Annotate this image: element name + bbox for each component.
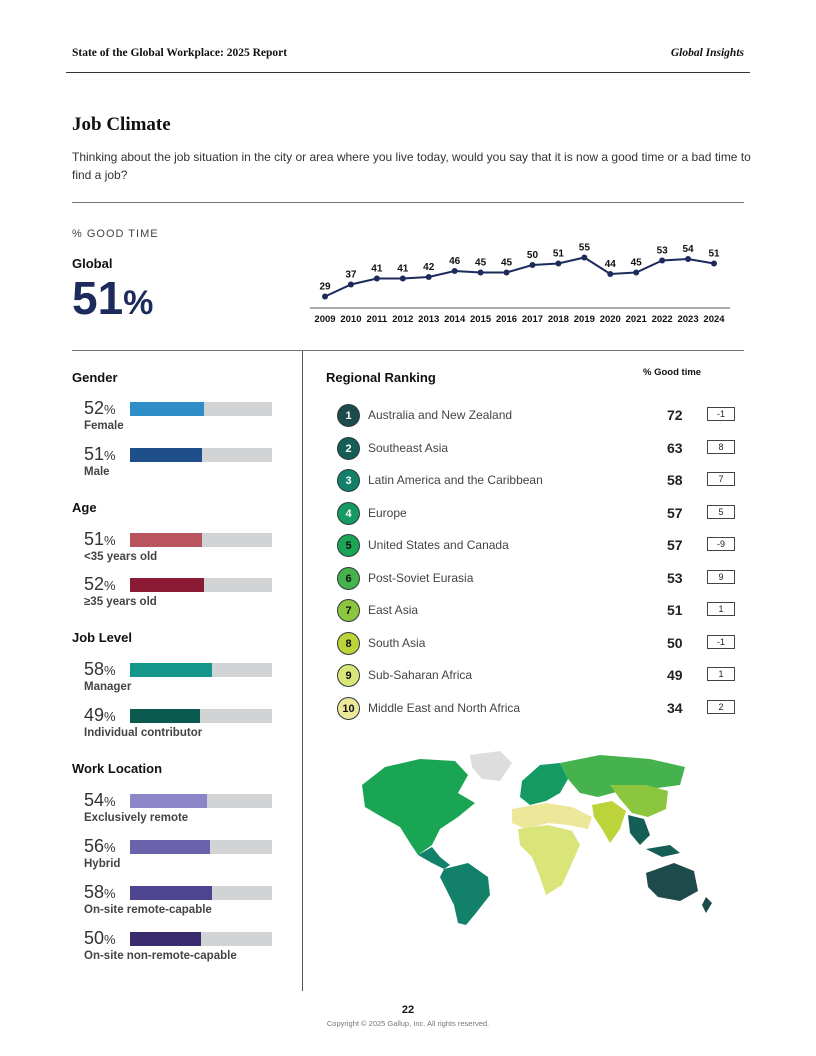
- rank-change: 5: [707, 505, 735, 519]
- map-south-america: [440, 863, 490, 925]
- data-point: [374, 276, 380, 282]
- rank-badge: 2: [337, 437, 360, 460]
- rank-badge: 10: [337, 697, 360, 720]
- region-value: 34: [667, 699, 683, 716]
- stat-value: 50%: [84, 928, 116, 948]
- section-heading-work-location: Work Location: [72, 761, 163, 776]
- section-heading-gender: Gender: [72, 370, 118, 385]
- bar-track: [130, 448, 272, 462]
- data-point: [400, 276, 406, 282]
- region-value: 72: [667, 407, 683, 423]
- x-tick-label: 2023: [677, 314, 699, 325]
- rank-badge: 3: [337, 469, 360, 492]
- data-label: 41: [397, 263, 409, 275]
- region-name: South Asia: [368, 635, 426, 650]
- data-label: 54: [682, 244, 694, 255]
- region-value: 50: [667, 634, 683, 651]
- rank-change: 2: [707, 700, 735, 714]
- x-tick-label: 2016: [495, 314, 518, 325]
- stat-35-plus: [84, 574, 284, 620]
- stat-label: Female: [84, 420, 124, 432]
- data-point: [685, 256, 691, 262]
- survey-question: Thinking about the job situation in the city or area where you live today, would you say that it is now a good time or a bad time to find a job?: [72, 150, 751, 182]
- data-label: 45: [500, 257, 513, 269]
- rank-change: 1: [707, 602, 735, 616]
- data-label: 51: [708, 248, 720, 260]
- x-tick-label: 2009: [314, 314, 336, 325]
- bar-track: [130, 663, 272, 677]
- data-label: 29: [319, 281, 331, 293]
- stat-individual-contributor: [84, 705, 284, 751]
- map-southeast-asia: [628, 815, 680, 857]
- rank-change: -1: [707, 407, 735, 421]
- data-label: 45: [475, 257, 487, 269]
- region-value: 53: [667, 569, 683, 586]
- bar-fill: [130, 709, 200, 723]
- bar-track: [130, 840, 272, 854]
- page-number: 22: [401, 1004, 415, 1016]
- region-value: 58: [667, 472, 683, 488]
- bar-fill: [130, 840, 210, 854]
- stat-label: <35 years old: [84, 551, 158, 563]
- page-title: Job Climate: [72, 114, 171, 135]
- stat-value: 52%: [84, 398, 116, 418]
- rank-badge: 6: [337, 567, 360, 590]
- x-tick-label: 2010: [340, 314, 362, 325]
- stat-label: Individual contributor: [84, 727, 203, 739]
- rank-change: 1: [707, 667, 735, 681]
- region-name: East Asia: [368, 603, 419, 617]
- rank-change: 7: [707, 472, 735, 486]
- data-point: [633, 270, 639, 276]
- bar-fill: [130, 794, 207, 808]
- data-point: [452, 268, 458, 274]
- data-label: 53: [656, 245, 668, 257]
- region-value: 49: [667, 667, 683, 683]
- ranking-row: [337, 599, 737, 623]
- stat-onsite-non-remote-capable: [84, 928, 284, 974]
- stat-value: 58%: [84, 659, 116, 679]
- data-point: [322, 294, 328, 300]
- measure-label: % GOOD TIME: [72, 228, 159, 240]
- stat-value: 52%: [84, 574, 116, 594]
- map-greenland: [470, 751, 512, 781]
- stat-value: 54%: [84, 790, 116, 810]
- section-name: Global Insights: [670, 47, 744, 59]
- x-tick-label: 2012: [392, 314, 414, 325]
- rank-change: -1: [707, 635, 735, 649]
- bar-track: [130, 578, 272, 592]
- stat-under-35: [84, 529, 284, 575]
- data-label: 37: [345, 269, 357, 281]
- region-value: 57: [667, 504, 683, 521]
- copyright: Copyright © 2025 Gallup, Inc. All rights reserved.: [326, 1019, 490, 1028]
- region-name: Sub-Saharan Africa: [368, 668, 473, 682]
- ranking-title: Regional Ranking: [326, 370, 436, 385]
- rank-badge: 1: [337, 404, 360, 427]
- bar-track: [130, 402, 272, 416]
- rank-badge: 8: [337, 632, 360, 655]
- ranking-column-header: % Good time: [643, 367, 702, 378]
- ranking-row: [337, 437, 737, 461]
- x-tick-label: 2020: [599, 314, 621, 325]
- data-point: [607, 271, 613, 277]
- bar-fill: [130, 402, 204, 416]
- trend-line-chart: [310, 230, 735, 330]
- data-point: [504, 270, 510, 276]
- map-australia: [646, 863, 698, 901]
- rank-badge: 7: [337, 599, 360, 622]
- x-tick-label: 2021: [625, 314, 647, 325]
- stat-label: ≥35 years old: [84, 596, 157, 608]
- rank-change: -9: [707, 537, 735, 551]
- region-value: 51: [667, 602, 683, 618]
- stat-hybrid: [84, 836, 284, 882]
- rank-badge: 5: [337, 534, 360, 557]
- stat-female: [84, 398, 284, 444]
- data-label: 55: [578, 242, 590, 254]
- stat-onsite-remote-capable: [84, 882, 284, 928]
- stat-label: On-site remote-capable: [84, 904, 212, 916]
- region-name: Australia and New Zealand: [368, 408, 513, 422]
- rank-change: 8: [707, 440, 735, 454]
- stat-label: Manager: [84, 681, 132, 693]
- global-value: [72, 272, 153, 329]
- ranking-row: [337, 469, 737, 493]
- data-label: 51: [552, 248, 564, 260]
- stat-manager: [84, 659, 284, 705]
- stat-label: Exclusively remote: [84, 812, 189, 824]
- stat-value: 58%: [84, 882, 116, 902]
- data-point: [529, 262, 535, 268]
- column-divider: [302, 351, 303, 991]
- map-sub-saharan-africa: [518, 825, 580, 895]
- divider: [72, 202, 744, 203]
- report-title: State of the Global Workplace: 2025 Report: [72, 47, 288, 59]
- bar-track: [130, 886, 272, 900]
- data-label: 45: [630, 257, 642, 269]
- ranking-row: [337, 404, 737, 428]
- ranking-row: [337, 502, 737, 526]
- stat-label: On-site non-remote-capable: [84, 950, 237, 962]
- ranking-row: [337, 632, 737, 656]
- data-label: 46: [449, 256, 461, 267]
- x-tick-label: 2019: [573, 314, 595, 325]
- bar-track: [130, 794, 272, 808]
- bar-track: [130, 533, 272, 547]
- bar-fill: [130, 533, 202, 547]
- data-point: [581, 255, 587, 261]
- region-name: Southeast Asia: [368, 440, 449, 455]
- global-label: Global: [72, 256, 113, 271]
- rank-badge: 9: [337, 664, 360, 687]
- stat-value: 51%: [84, 444, 116, 464]
- data-label: 50: [526, 250, 539, 261]
- section-heading-age: Age: [72, 500, 97, 515]
- region-value: 63: [667, 439, 683, 456]
- x-tick-label: 2013: [418, 314, 440, 325]
- series-line: [325, 258, 714, 297]
- bar-track: [130, 709, 272, 723]
- rank-badge: 4: [337, 502, 360, 525]
- divider: [72, 350, 744, 351]
- map-new-zealand: [702, 897, 712, 913]
- stat-value: 56%: [84, 836, 116, 856]
- data-point: [478, 270, 484, 276]
- section-heading-job-level: Job Level: [72, 630, 132, 645]
- global-unit: %: [123, 284, 154, 322]
- data-point: [659, 258, 665, 264]
- bar-fill: [130, 886, 212, 900]
- data-label: 42: [423, 262, 435, 273]
- region-name: Middle East and North Africa: [368, 700, 521, 715]
- bar-fill: [130, 578, 204, 592]
- stat-exclusively-remote: [84, 790, 284, 836]
- x-tick-label: 2017: [521, 314, 544, 325]
- x-tick-label: 2014: [444, 314, 466, 325]
- region-name: United States and Canada: [368, 538, 509, 552]
- x-tick-label: 2011: [366, 314, 388, 325]
- data-point: [555, 261, 561, 267]
- x-tick-label: 2022: [651, 314, 673, 325]
- data-label: 41: [371, 263, 383, 275]
- bar-fill: [130, 448, 202, 462]
- region-name: Post-Soviet Eurasia: [368, 570, 474, 585]
- ranking-row: [337, 664, 737, 688]
- rank-change: 9: [707, 570, 735, 584]
- data-point: [348, 282, 354, 288]
- header-divider: [66, 72, 750, 73]
- stat-value: 49%: [84, 705, 116, 725]
- x-tick-label: 2015: [470, 314, 492, 325]
- stat-male: [84, 444, 284, 490]
- x-tick-label: 2024: [703, 314, 725, 325]
- ranking-row: [337, 697, 737, 721]
- stat-label: Hybrid: [84, 858, 121, 870]
- stat-value: 51%: [84, 529, 116, 549]
- bar-track: [130, 932, 272, 946]
- bar-fill: [130, 663, 212, 677]
- map-mena: [512, 803, 592, 829]
- bar-fill: [130, 932, 201, 946]
- region-name: Latin America and the Caribbean: [368, 473, 543, 487]
- x-tick-label: 2018: [547, 314, 569, 325]
- map-south-asia: [592, 801, 626, 843]
- data-point: [426, 274, 432, 280]
- region-value: 57: [667, 537, 683, 553]
- ranking-row: [337, 534, 737, 558]
- data-label: 44: [604, 259, 616, 270]
- stat-label: Male: [84, 466, 110, 478]
- map-north-america: [362, 759, 475, 855]
- world-map: [340, 745, 720, 930]
- region-name: Europe: [368, 505, 407, 520]
- map-europe: [520, 763, 568, 805]
- data-point: [711, 261, 717, 267]
- ranking-row: [337, 567, 737, 591]
- global-number: 51: [72, 272, 124, 324]
